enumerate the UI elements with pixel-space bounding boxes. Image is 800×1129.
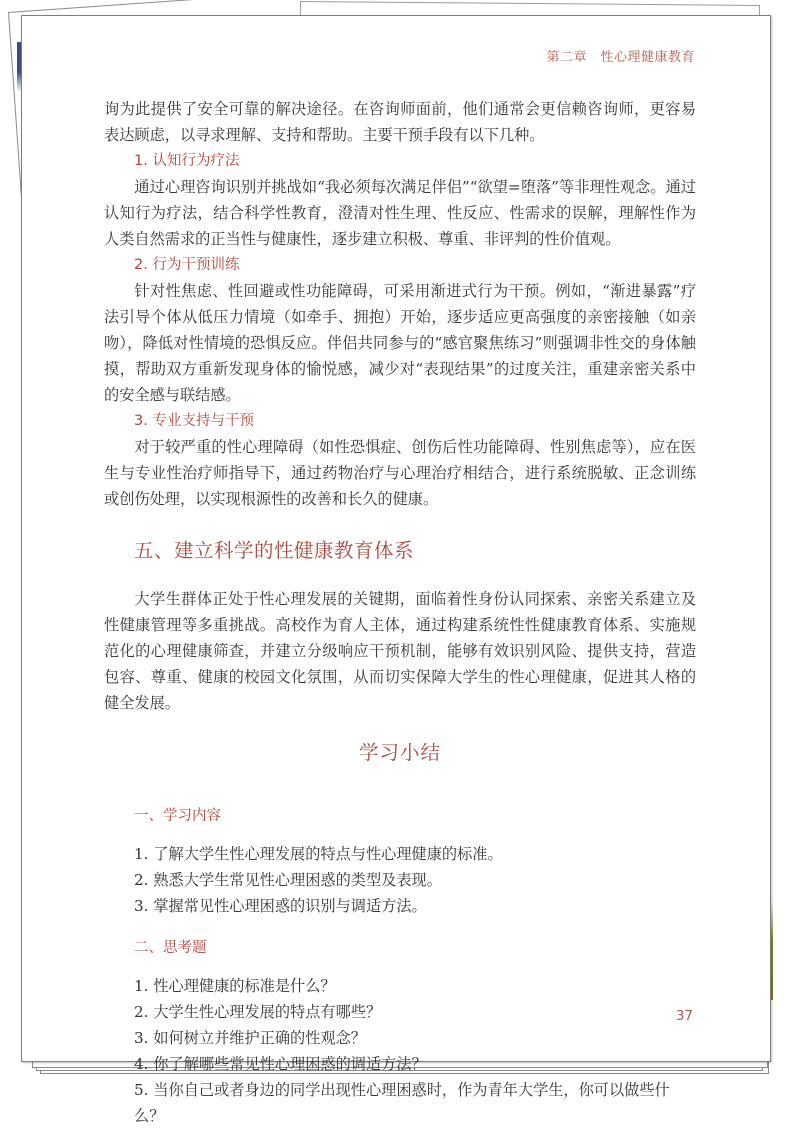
section-five-text: 大学生群体正处于性心理发展的关键期，面临着性身份认同探索、亲密关系建立及性健康管理等多重挑战。高校作为育人主体，通过构建系统性性健康教育体系、实施规范化的心理健康筛查，并建立分级响应干预机制，能够有效识别风险、提供支持，营造包容、尊重、健康的校园文化氛围，从而切实保障大学生的性心理健康，促进其人格的健全发展。 xyxy=(104,590,696,712)
summary-title: 学习小结 xyxy=(358,741,441,764)
subsection-heading-cbt: 1. 认知行为疗法 xyxy=(134,153,240,169)
document-page xyxy=(21,15,771,1125)
running-header: 第二章 性心理健康教育 xyxy=(546,50,695,65)
learning-content-item: 2. 熟悉大学生常见性心理困惑的类型及表现。 xyxy=(134,871,442,889)
question-item: 4. 你了解哪些常见性心理困惑的调适方法？ xyxy=(134,1055,427,1073)
page-number: 37 xyxy=(675,1008,693,1024)
learning-content-list xyxy=(104,841,696,919)
subsection-text-cbt: 通过心理咨询识别并挑战如“我必须每次满足伴侣”“欲望=堕落”等非理性观念。通过认知行为疗法，结合科学性教育，澄清对性生理、性反应、性需求的误解，理解性作为人类自然需求的正当性与健康性，逐步建立积极、尊重、非评判的性价值观。 xyxy=(104,178,696,248)
section-heading-five: 五、建立科学的性健康教育体系 xyxy=(134,539,415,562)
page-content xyxy=(104,96,696,1129)
learning-content-item: 3. 掌握常见性心理困惑的识别与调适方法。 xyxy=(134,897,427,915)
subsection-heading-professional: 3. 专业支持与干预 xyxy=(134,413,254,429)
subsection-text-professional: 对于较严重的性心理障碍（如性恐惧症、创伤后性功能障碍、性别焦虑等），应在医生与专业性治疗师指导下，通过药物治疗与心理治疗相结合，进行系统脱敏、正念训练或创伤处理，以实现根源性的改善和长久的健康。 xyxy=(104,438,696,508)
questions-heading: 二、思考题 xyxy=(134,940,207,956)
learning-content-item: 1. 了解大学生性心理发展的特点与性心理健康的标准。 xyxy=(134,845,503,863)
subsection-text-behavior: 针对性焦虑、性回避或性功能障碍，可采用渐进式行为干预。例如，“渐进暴露”疗法引导个体从低压力情境（如牵手、拥抱）开始，逐步适应更高强度的亲密接触（如亲吻），降低对性情境的恐惧反应。伴侣共同参与的“感官聚焦练习”则强调非性交的身体触摸，帮助双方重新发现身体的愉悦感，减少对“表现结果”的过度关注，重建亲密关系中的安全感与联结感。 xyxy=(104,282,696,404)
question-item: 2. 大学生性心理发展的特点有哪些？ xyxy=(134,1003,382,1021)
subsection-heading-behavior: 2. 行为干预训练 xyxy=(134,257,240,273)
question-item: 5. 当你自己或者身边的同学出现性心理困惑时，作为青年大学生，你可以做些什么？ xyxy=(134,1081,670,1125)
intro-paragraph: 询为此提供了安全可靠的解决途径。在咨询师面前，他们通常会更信赖咨询师，更容易表达顾虑，以寻求理解、支持和帮助。主要干预手段有以下几种。 xyxy=(104,100,696,144)
question-item: 3. 如何树立并维护正确的性观念？ xyxy=(134,1029,366,1047)
questions-list xyxy=(104,973,696,1129)
learning-content-heading: 一、学习内容 xyxy=(134,808,221,824)
question-item: 1. 性心理健康的标准是什么？ xyxy=(134,977,336,995)
